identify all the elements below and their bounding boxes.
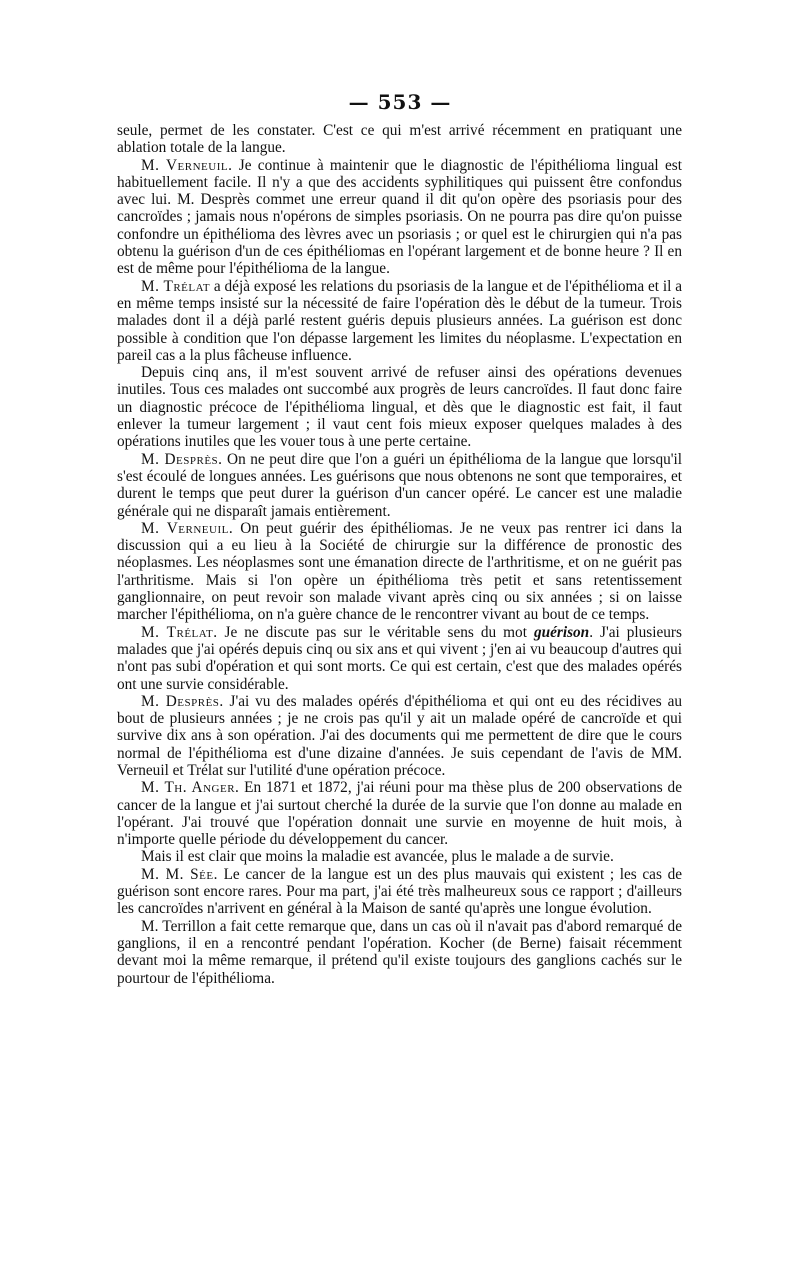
speaker-name: M. Trélat. <box>141 623 218 641</box>
paragraph: M. Desprès. J'ai vu des malades opérés d'épithélioma et qui ont eu des récidives au bout de plusieurs années ; je ne crois pas qu'il y ait un malade opéré de cancroïde et qui survive dix ans à son opération. J'ai des documents qui me permettent de dire que le cours normal de l'épithélioma est d'une dizaine d'années. Je suis cependant de l'avis de MM. Verneuil et Trélat sur l'utilité d'une opération précoce. <box>117 692 683 779</box>
paragraph: M. Verneuil. Je continue à maintenir que le diagnostic de l'épithélioma lingual est habituellement facile. Il n'y a que des accidents syphilitiques qui puissent être confondus avec lui. M. Desprès commet une erreur quand il dit qu'on opère des psoriasis pour des cancroïdes ; jamais nous n'opérons de simples psoriasis. On ne pourra pas dire qu'on puisse confondre un épithélioma des lèvres avec un psoriasis ; or quel est le chirurgien qui n'a pas obtenu la guérison d'un de ces épithéliomas en l'opérant largement et de bonne heure ? Il en est de même pour l'épithélioma de la langue. <box>117 156 683 278</box>
paragraph: seule, permet de les constater. C'est ce qui m'est arrivé récemment en pratiquant une ablation totale de la langue. <box>117 122 682 157</box>
speaker-name: M. Desprès. <box>141 450 223 468</box>
paragraph: Mais il est clair que moins la maladie est avancée, plus le malade a de survie. <box>141 848 614 866</box>
emphasis: guérison <box>533 623 590 641</box>
speaker-name: M. Verneuil. <box>141 519 234 537</box>
speaker-name: M. Th. Anger. <box>141 779 240 797</box>
page-number: — 553 — <box>348 90 452 114</box>
body-text <box>117 122 682 987</box>
paragraph: M. Trélat. Je ne discute pas sur le véritable sens du mot guérison. J'ai plusieurs malades que j'ai opérés depuis cinq ou six ans et qui vivent ; j'en ai vu beaucoup d'autres qui n'ont pas subi d'opération et qui sont morts. Ce qui est certain, c'est que des malades opérés ont une survie considérable. <box>117 623 682 693</box>
paragraph: M. Trélat a déjà exposé les relations du psoriasis de la langue et de l'épithélioma et il a en même temps insisté sur la nécessité de faire l'opération dès le début de la tumeur. Trois malades dont il a déjà parlé restent guéris depuis plusieurs années. La guérison est donc possible à condition que l'on dépasse largement les limites du néoplasme. L'expectation en pareil cas a la plus fâcheuse influence. <box>117 277 682 364</box>
speaker-name: M. Trélat <box>141 277 211 295</box>
speaker-name: M. M. Sée. <box>141 865 218 883</box>
paragraph: Depuis cinq ans, il m'est souvent arrivé de refuser ainsi des opérations devenues inutiles. Tous ces malades ont succombé aux progrès de leurs cancroïdes. Il faut donc faire un diagnostic précoce de l'épithélioma lingual, et dès que le diagnostic est fait, il faut enlever la tumeur largement ; il vaut cent fois mieux exposer quelques malades à des opérations inutiles que les vouer tous à une perte certaine. <box>117 364 682 451</box>
paragraph: M. Desprès. On ne peut dire que l'on a guéri un épithélioma de la langue que lorsqu'il s'est écoulé de longues années. Les guérisons que nous obtenons ne sont que temporaires, et durent le temps que peut durer la guérison d'un cancer opéré. Le cancer est une maladie générale qui ne disparaît jamais entièrement. <box>117 450 682 520</box>
paragraph: M. Verneuil. On peut guérir des épithéliomas. Je ne veux pas rentrer ici dans la discussion qui a eu lieu à la Société de chirurgie sur la différence de pronostic des néoplasmes. Les néoplasmes sont une émanation directe de l'arthritisme, et on ne guérit pas l'arthritisme. Mais si l'on opère un épithélioma très petit et sans retentissement ganglionnaire, on peut revoir son malade vivant après cinq ou six années ; si on laisse marcher l'épithélioma, on n'a guère chance de le rencontrer vivant au bout de ce temps. <box>117 519 683 624</box>
paragraph: M. Th. Anger. En 1871 et 1872, j'ai réuni pour ma thèse plus de 200 observations de cancer de la langue et j'ai surtout cherché la durée de la survie que l'on donne au malade en l'opérant. J'ai trouvé que l'opération donnait une survie en moyenne de huit mois, à n'importe quelle période du développement du cancer. <box>117 779 682 849</box>
paragraph: M. Terrillon a fait cette remarque que, dans un cas où il n'avait pas d'abord remarqué de ganglions, il en a rencontré pendant l'opération. Kocher (de Berne) faisait récemment devant moi la même remarque, il prétend qu'il existe toujours des ganglions cachés sur le pourtour de l'épithélioma. <box>117 917 682 987</box>
speaker-name: M. Desprès. <box>141 692 224 710</box>
speaker-name: M. Verneuil. <box>141 156 233 174</box>
paragraph: M. M. Sée. Le cancer de la langue est un des plus mauvais qui existent ; les cas de guérison sont encore rares. Pour ma part, j'ai été très malheureux sous ce rapport ; d'ailleurs les cancroïdes n'arrivent en général à la Maison de santé qu'après une longue évolution. <box>117 865 683 918</box>
